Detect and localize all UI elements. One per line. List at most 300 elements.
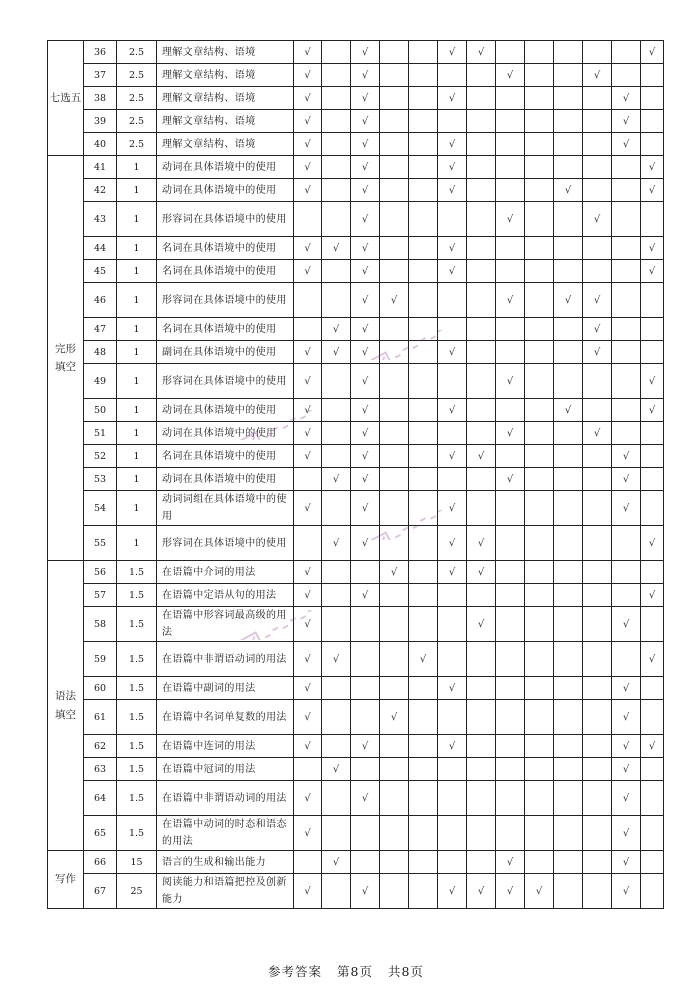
check-cell [438,642,467,677]
check-mark: √ [448,346,456,358]
question-description: 名词在具体语境中的使用 [157,260,294,283]
check-cell [351,526,380,561]
check-cell [294,561,322,584]
question-number: 56 [84,561,117,584]
check-mark: √ [448,502,456,514]
check-mark: √ [361,740,369,752]
check-mark: √ [477,46,485,58]
table-row [48,237,664,260]
table-row [48,399,664,422]
check-cell [294,874,322,909]
check-mark: √ [332,763,340,775]
check-cell [554,87,583,110]
check-cell [322,399,351,422]
check-cell [496,422,525,445]
question-description: 在语篇中名词单复数的用法 [157,700,294,735]
check-cell [409,874,438,909]
question-description: 形容词在具体语境中的使用 [157,526,294,561]
check-cell [641,735,664,758]
question-score: 1.5 [117,642,157,677]
check-cell [467,87,496,110]
check-cell [525,156,554,179]
check-mark: √ [304,346,311,358]
check-cell [380,156,409,179]
check-cell [351,491,380,526]
question-description: 理解文章结构、语境 [157,64,294,87]
check-cell [467,64,496,87]
check-cell [351,399,380,422]
check-cell [438,133,467,156]
check-mark: √ [448,161,456,173]
check-cell [351,735,380,758]
check-cell [554,133,583,156]
check-cell [380,781,409,816]
check-cell [554,700,583,735]
check-cell [612,468,641,491]
check-cell [294,700,322,735]
table-row [48,491,664,526]
check-mark: √ [361,115,369,127]
check-mark: √ [419,653,427,665]
check-mark: √ [448,242,456,254]
check-mark: √ [648,161,656,173]
check-cell [294,677,322,700]
check-cell [554,41,583,64]
check-cell [438,781,467,816]
check-cell [467,468,496,491]
check-cell [554,758,583,781]
check-mark: √ [564,184,572,196]
check-cell [554,642,583,677]
question-number: 65 [84,816,117,851]
table-row [48,445,664,468]
check-cell [496,874,525,909]
check-cell [351,758,380,781]
check-mark: √ [622,473,630,485]
check-cell [525,816,554,851]
check-mark: √ [506,473,514,485]
check-mark: √ [622,885,630,897]
check-cell [554,422,583,445]
check-mark: √ [648,184,656,196]
check-cell [409,41,438,64]
check-cell [380,318,409,341]
check-cell [351,156,380,179]
check-cell [525,758,554,781]
check-cell [583,468,612,491]
check-cell [612,874,641,909]
question-description: 在语篇中连词的用法 [157,735,294,758]
check-cell [351,237,380,260]
check-cell [351,700,380,735]
question-description: 理解文章结构、语境 [157,87,294,110]
check-cell [496,110,525,133]
check-cell [583,874,612,909]
check-cell [467,133,496,156]
check-cell [641,110,664,133]
question-description: 副词在具体语境中的使用 [157,341,294,364]
check-cell [351,468,380,491]
question-score: 1 [117,526,157,561]
check-cell [554,781,583,816]
check-mark: √ [506,213,514,225]
question-number: 59 [84,642,117,677]
check-mark: √ [564,404,572,416]
question-description: 动词在具体语境中的使用 [157,468,294,491]
check-cell [438,41,467,64]
footer-label: 参考答案 [268,964,323,979]
question-score: 1 [117,445,157,468]
check-cell [322,341,351,364]
check-mark: √ [506,294,514,306]
check-cell [467,677,496,700]
check-mark: √ [361,161,369,173]
question-score: 1 [117,318,157,341]
question-number: 37 [84,64,117,87]
check-mark: √ [448,537,456,549]
check-cell [322,422,351,445]
check-cell [438,237,467,260]
check-cell [322,110,351,133]
question-score: 1.5 [117,561,157,584]
check-mark: √ [361,138,369,150]
question-description: 在语篇中冠词的用法 [157,758,294,781]
check-cell [467,816,496,851]
check-mark: √ [361,213,369,225]
check-cell [496,399,525,422]
check-mark: √ [361,69,369,81]
check-cell [554,816,583,851]
question-description: 理解文章结构、语境 [157,133,294,156]
check-cell [612,561,641,584]
check-cell [351,584,380,607]
check-mark: √ [361,242,369,254]
check-cell [322,816,351,851]
check-cell [351,642,380,677]
table-row [48,584,664,607]
question-score: 2.5 [117,41,157,64]
check-cell [641,561,664,584]
check-cell [583,491,612,526]
check-cell [409,491,438,526]
check-mark: √ [648,740,656,752]
check-cell [409,341,438,364]
check-cell [322,318,351,341]
check-cell [294,445,322,468]
question-description: 在语篇中非谓语动词的用法 [157,781,294,816]
check-mark: √ [593,427,601,439]
check-cell [438,677,467,700]
check-cell [467,491,496,526]
question-number: 51 [84,422,117,445]
check-cell [322,584,351,607]
check-cell [380,677,409,700]
check-cell [496,851,525,874]
check-cell [322,468,351,491]
table-row [48,283,664,318]
check-mark: √ [304,161,311,173]
check-mark: √ [448,184,456,196]
check-cell [467,237,496,260]
question-description: 动词在具体语境中的使用 [157,179,294,202]
check-cell [496,156,525,179]
check-mark: √ [304,827,311,839]
check-mark: √ [390,566,398,578]
check-cell [612,584,641,607]
check-cell [380,260,409,283]
check-mark: √ [304,885,311,897]
check-cell [380,399,409,422]
check-mark: √ [304,138,311,150]
check-cell [554,341,583,364]
question-number: 46 [84,283,117,318]
check-cell [641,133,664,156]
check-cell [467,341,496,364]
check-cell [380,341,409,364]
question-description: 动词在具体语境中的使用 [157,156,294,179]
check-cell [380,364,409,399]
table-row [48,202,664,237]
section-label: 写作 [48,851,84,909]
check-cell [409,422,438,445]
check-cell [612,700,641,735]
check-cell [612,64,641,87]
check-cell [294,341,322,364]
table-row [48,758,664,781]
check-mark: √ [648,242,656,254]
table-row [48,735,664,758]
check-cell [554,318,583,341]
check-cell [496,179,525,202]
check-cell [438,87,467,110]
check-cell [525,561,554,584]
check-cell [554,179,583,202]
page-footer [0,962,692,980]
check-cell [496,491,525,526]
check-cell [583,133,612,156]
check-cell [351,364,380,399]
check-mark: √ [390,711,398,723]
check-cell [641,156,664,179]
check-cell [583,341,612,364]
check-cell [496,41,525,64]
question-number: 50 [84,399,117,422]
check-cell [380,64,409,87]
check-cell [554,237,583,260]
question-score: 25 [117,874,157,909]
check-cell [525,237,554,260]
question-score: 2.5 [117,133,157,156]
check-cell [583,179,612,202]
check-cell [380,735,409,758]
table-row [48,341,664,364]
check-cell [380,41,409,64]
check-cell [583,758,612,781]
check-cell [351,816,380,851]
check-cell [554,735,583,758]
check-cell [322,607,351,642]
check-cell [525,851,554,874]
check-cell [641,874,664,909]
check-cell [525,283,554,318]
check-cell [612,87,641,110]
check-cell [294,364,322,399]
table-row [48,364,664,399]
check-cell [554,561,583,584]
check-cell [294,237,322,260]
check-cell [380,526,409,561]
question-score: 1 [117,341,157,364]
check-cell [583,422,612,445]
check-mark: √ [648,589,656,601]
check-cell [641,445,664,468]
check-mark: √ [622,740,630,752]
question-score: 1 [117,156,157,179]
check-cell [554,526,583,561]
check-cell [612,41,641,64]
table-row [48,156,664,179]
check-mark: √ [448,566,456,578]
check-cell [438,700,467,735]
check-cell [554,468,583,491]
check-cell [612,179,641,202]
check-cell [467,735,496,758]
check-cell [554,156,583,179]
check-cell [380,445,409,468]
check-cell [467,156,496,179]
check-mark: √ [448,404,456,416]
check-cell [409,179,438,202]
check-cell [612,445,641,468]
check-cell [554,283,583,318]
check-cell [322,700,351,735]
check-mark: √ [361,184,369,196]
check-mark: √ [622,856,630,868]
check-cell [525,700,554,735]
question-number: 47 [84,318,117,341]
check-cell [438,341,467,364]
question-score: 1 [117,260,157,283]
check-cell [322,237,351,260]
check-cell [438,607,467,642]
check-cell [322,179,351,202]
check-cell [641,202,664,237]
check-mark: √ [361,502,369,514]
check-cell [496,607,525,642]
check-mark: √ [477,618,485,630]
check-cell [612,851,641,874]
check-mark: √ [506,885,514,897]
check-mark: √ [361,346,369,358]
check-mark: √ [361,375,369,387]
check-cell [294,156,322,179]
check-cell [583,399,612,422]
check-mark: √ [304,427,311,439]
check-mark: √ [304,682,311,694]
check-cell [380,237,409,260]
check-mark: √ [535,885,543,897]
check-mark: √ [304,242,311,254]
question-score: 1 [117,364,157,399]
check-cell [496,584,525,607]
check-cell [641,64,664,87]
check-cell [496,237,525,260]
check-cell [496,526,525,561]
check-cell [641,318,664,341]
check-mark: √ [361,404,369,416]
question-score: 1 [117,422,157,445]
check-cell [612,422,641,445]
check-mark: √ [506,69,514,81]
check-cell [641,526,664,561]
check-cell [467,781,496,816]
check-cell [496,700,525,735]
check-cell [583,260,612,283]
check-mark: √ [304,653,311,665]
check-mark: √ [304,589,311,601]
check-mark: √ [332,856,340,868]
check-mark: √ [622,618,630,630]
check-cell [612,202,641,237]
check-mark: √ [361,427,369,439]
question-score: 2.5 [117,64,157,87]
check-cell [525,874,554,909]
check-cell [467,399,496,422]
check-cell [467,179,496,202]
check-cell [322,491,351,526]
check-cell [554,64,583,87]
check-cell [496,677,525,700]
check-mark: √ [648,653,656,665]
check-mark: √ [622,92,630,104]
check-cell [496,445,525,468]
check-mark: √ [648,404,656,416]
check-mark: √ [622,450,630,462]
check-cell [496,758,525,781]
check-cell [583,156,612,179]
check-mark: √ [361,46,369,58]
check-cell [583,283,612,318]
question-number: 40 [84,133,117,156]
check-cell [583,781,612,816]
check-cell [438,110,467,133]
check-cell [438,156,467,179]
check-mark: √ [332,242,340,254]
check-mark: √ [304,69,311,81]
check-cell [294,133,322,156]
question-number: 57 [84,584,117,607]
check-cell [554,874,583,909]
check-mark: √ [622,682,630,694]
check-cell [294,41,322,64]
check-cell [322,283,351,318]
check-cell [467,422,496,445]
check-cell [438,202,467,237]
check-cell [583,110,612,133]
check-mark: √ [332,473,340,485]
check-cell [322,526,351,561]
check-cell [351,677,380,700]
check-cell [583,735,612,758]
check-mark: √ [304,115,311,127]
question-score: 15 [117,851,157,874]
check-cell [322,735,351,758]
question-score: 1 [117,399,157,422]
table-row [48,642,664,677]
check-mark: √ [477,450,485,462]
check-mark: √ [477,885,485,897]
question-description: 在语篇中副词的用法 [157,677,294,700]
